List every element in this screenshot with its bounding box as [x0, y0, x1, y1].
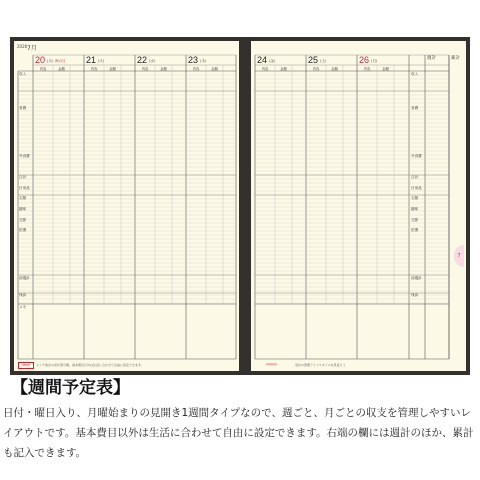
column-content-header: 内容 [90, 67, 98, 71]
year-label: 2026 [17, 44, 28, 49]
column-amount-header: 金額 [211, 67, 218, 71]
column-amount-header: 金額 [58, 67, 65, 71]
day-of-week: (木) [200, 59, 207, 63]
category-income: 収入 [19, 72, 27, 76]
month-index-tab: 7 [454, 245, 464, 267]
right-category-previous-week: 前週計 [411, 276, 422, 280]
left-grid [14, 41, 239, 371]
right-page [251, 41, 466, 371]
right-category-eating-out: 外食費 [411, 154, 422, 158]
category-clothing: 衣類 [19, 196, 27, 200]
day-of-week: (金) [269, 59, 276, 63]
day-number: 20 [35, 55, 46, 65]
day-number: 22 [137, 55, 148, 65]
left-page [14, 41, 239, 371]
day-of-week: (火) [98, 59, 105, 63]
category-medical: 医療 [19, 228, 27, 232]
column-content-header: 内容 [141, 67, 149, 71]
brand-stamp: SENTE [18, 362, 34, 369]
right-category-daily-goods: 日用品 [411, 186, 422, 190]
column-content-header: 内容 [192, 67, 200, 71]
right-category-hobby: 趣味 [411, 207, 419, 211]
category-food: 食費 [19, 106, 27, 110]
column-content-header: 内容 [39, 67, 47, 71]
day-of-week: (水) [149, 59, 156, 63]
column-amount-header: 金額 [280, 67, 287, 71]
right-category-social: 交際 [411, 218, 419, 222]
right-grid [251, 41, 466, 371]
right-category-subtotal: 合計 [411, 175, 419, 179]
day-number: 26 [359, 55, 370, 65]
right-category-food: 食費 [411, 106, 419, 110]
category-balance: 残高 [19, 293, 27, 297]
column-amount-header: 金額 [382, 67, 389, 71]
footer-note-left: センテ独自の家計簿分類。基本費目以外は生活に合わせて自由に設定できます。 [36, 363, 144, 367]
right-category-income: 収入 [411, 72, 419, 76]
right-category-clothing: 衣類 [411, 196, 419, 200]
column-amount-header: 金額 [160, 67, 167, 71]
caption-title: 【週間予定表】 [11, 378, 130, 397]
right-category-balance: 残高 [411, 293, 419, 297]
column-amount-header: 金額 [109, 67, 116, 71]
weekly-total-header: 週計 [427, 56, 436, 61]
day-number: 24 [257, 55, 268, 65]
column-content-header: 内容 [261, 67, 269, 71]
coin-icons: ◎◎◎◎◎ [266, 362, 277, 366]
footer-note-right: 家計の管理ライフスタイルを見直そう [295, 363, 346, 367]
day-number: 23 [188, 55, 199, 65]
column-content-header: 内容 [363, 67, 371, 71]
right-category-medical: 医療 [411, 228, 419, 232]
memo-label: メモ [19, 305, 27, 309]
day-number: 21 [86, 55, 97, 65]
day-of-week: (日) [371, 59, 378, 63]
column-amount-header: 金額 [331, 67, 338, 71]
column-content-header: 内容 [312, 67, 320, 71]
description-text: 日付・曜日入り、月曜始まりの見開き1週間タイプなので、週ごと、月ごとの収支を管理しやすいレイアウトです。基本費目以外は生活に合わせて自由に設定できます。右端の欄には週計のほか、累計も記入できます。 [3, 407, 474, 459]
category-eating-out: 外食費 [19, 154, 30, 158]
category-subtotal: 合計 [19, 175, 27, 179]
category-previous-week: 前週計 [19, 276, 30, 280]
day-number: 25 [308, 55, 319, 65]
day-of-week: (土) [320, 59, 327, 63]
category-hobby: 趣味 [19, 207, 27, 211]
cumulative-total-header: 累計 [451, 56, 460, 61]
category-daily-goods: 日用品 [19, 186, 30, 190]
holiday-label: 海の日 [55, 59, 66, 63]
category-social: 交際 [19, 218, 27, 222]
day-of-week: (月) [47, 59, 54, 63]
diary-spread [10, 37, 470, 375]
month-label: 7月 [27, 45, 37, 52]
